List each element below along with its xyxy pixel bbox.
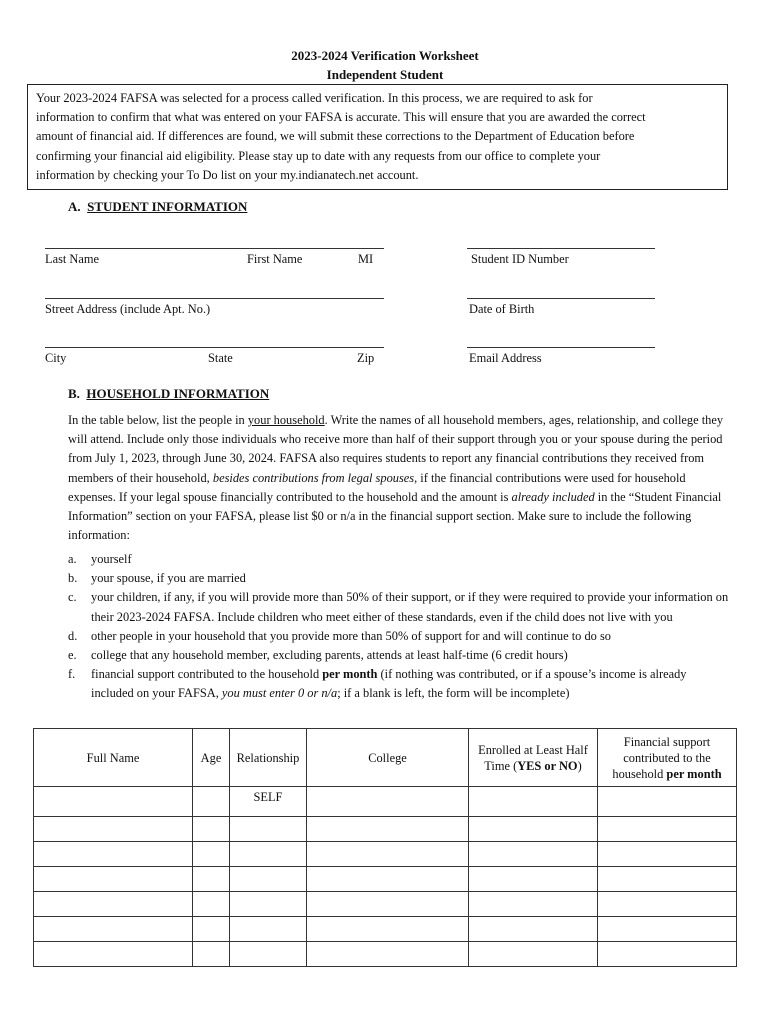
cell-name[interactable] bbox=[34, 787, 193, 817]
list-marker: e. bbox=[68, 648, 77, 663]
list-marker: f. bbox=[68, 667, 76, 682]
cell-enrolled[interactable] bbox=[469, 842, 598, 867]
student-id-line[interactable] bbox=[467, 248, 655, 249]
col-support-text: Financial support contributed to the household bbox=[612, 734, 711, 781]
cell-age[interactable] bbox=[193, 892, 230, 917]
cell-college[interactable] bbox=[307, 842, 469, 867]
household-instructions bbox=[68, 411, 731, 545]
email-line[interactable] bbox=[467, 347, 655, 348]
list-marker: b. bbox=[68, 571, 78, 586]
list-text: financial support contributed to the household bbox=[91, 667, 323, 682]
city-label: City bbox=[45, 351, 67, 365]
list-marker: a. bbox=[68, 552, 77, 566]
cell-enrolled[interactable] bbox=[469, 787, 598, 817]
list-bold: per month bbox=[322, 667, 378, 682]
cell-support[interactable] bbox=[598, 842, 737, 867]
cell-name[interactable] bbox=[34, 842, 193, 867]
list-text: ; if a blank is left, the form will be incomplete) bbox=[337, 686, 570, 701]
list-text: college that any household member, excluding parents, attends at least half-time (6 credit hours) bbox=[91, 648, 568, 663]
your-household-term: your household bbox=[247, 413, 325, 427]
cell-enrolled[interactable] bbox=[469, 867, 598, 892]
section-a-title: STUDENT INFORMATION bbox=[87, 199, 248, 214]
requirements-list bbox=[68, 550, 731, 704]
col-age: Age bbox=[193, 729, 230, 787]
table-row bbox=[34, 842, 737, 867]
mi-label: MI bbox=[358, 252, 374, 266]
section-b-title: HOUSEHOLD INFORMATION bbox=[86, 386, 270, 401]
cell-support[interactable] bbox=[598, 892, 737, 917]
col-college: College bbox=[307, 729, 469, 787]
cell-relationship[interactable] bbox=[230, 817, 307, 842]
zip-label: Zip bbox=[357, 351, 375, 365]
state-label: State bbox=[208, 351, 233, 365]
para-text: In the table below, list the people in bbox=[68, 413, 248, 427]
list-text: your children, if any, if you will provide more than 50% of their support, or if they were required to provide your information on their 2023-2024 FAFSA. Include children who meet either of these standards, even if the child does not live with you bbox=[91, 590, 729, 624]
list-text: your spouse, if you are married bbox=[91, 571, 246, 586]
first-name-label: First Name bbox=[247, 252, 303, 266]
street-label: Street Address (include Apt. No.) bbox=[45, 302, 211, 316]
cell-relationship[interactable] bbox=[230, 892, 307, 917]
col-support-bold: per month bbox=[666, 766, 722, 781]
table-header-row bbox=[34, 729, 737, 787]
cell-college[interactable] bbox=[307, 867, 469, 892]
cell-age[interactable] bbox=[193, 817, 230, 842]
list-marker: d. bbox=[68, 628, 78, 643]
list-text: (if nothing was contributed, or if a spouse’s income is already included on your FAFSA, bbox=[91, 667, 687, 701]
worksheet-title: 2023-2024 Verification Worksheet bbox=[291, 48, 479, 63]
cell-name[interactable] bbox=[34, 867, 193, 892]
intro-box bbox=[27, 84, 728, 190]
list-item bbox=[68, 665, 731, 703]
cell-college[interactable] bbox=[307, 817, 469, 842]
cell-support[interactable] bbox=[598, 787, 737, 817]
cell-college[interactable] bbox=[307, 917, 469, 942]
col-relationship: Relationship bbox=[230, 729, 307, 787]
cell-college[interactable] bbox=[307, 942, 469, 967]
cell-relationship[interactable] bbox=[230, 917, 307, 942]
worksheet-subtitle: Independent Student bbox=[326, 67, 444, 82]
section-b-heading bbox=[68, 386, 269, 402]
intro-line: amount of financial aid. If differences are found, we will submit these corrections to the Department of Education before bbox=[36, 129, 635, 144]
list-text: yourself bbox=[91, 552, 132, 566]
cell-enrolled[interactable] bbox=[469, 917, 598, 942]
col-enrolled-text: Enrolled at Least Half Time ( bbox=[478, 742, 588, 773]
para-text: in the “Student Financial Information” section on your FAFSA, please list $0 or n/a in the financial support section. Make sure to include the following information: bbox=[68, 489, 722, 543]
student-id-label: Student ID Number bbox=[471, 252, 569, 266]
cell-age[interactable] bbox=[193, 842, 230, 867]
table-row bbox=[34, 867, 737, 892]
list-item bbox=[68, 588, 731, 626]
street-line[interactable] bbox=[45, 298, 384, 299]
name-line[interactable] bbox=[45, 248, 384, 249]
cell-enrolled[interactable] bbox=[469, 942, 598, 967]
col-enrolled-bold: YES or NO bbox=[517, 758, 578, 773]
section-a-letter: A. bbox=[68, 199, 81, 214]
col-enrolled-text: ) bbox=[577, 758, 582, 773]
cell-relationship[interactable] bbox=[230, 867, 307, 892]
col-financial-support bbox=[598, 729, 737, 787]
household-table bbox=[33, 728, 737, 967]
cell-support[interactable] bbox=[598, 917, 737, 942]
table-row bbox=[34, 917, 737, 942]
dob-line[interactable] bbox=[467, 298, 655, 299]
para-italic: besides contributions from legal spouses bbox=[212, 470, 415, 485]
table-row bbox=[34, 817, 737, 842]
cell-support[interactable] bbox=[598, 942, 737, 967]
col-enrolled bbox=[469, 729, 598, 787]
section-b-letter: B. bbox=[68, 386, 80, 401]
list-text: other people in your household that you provide more than 50% of support for and will continue to do so bbox=[91, 628, 611, 643]
list-item bbox=[68, 569, 731, 588]
cell-college[interactable] bbox=[307, 892, 469, 917]
list-item bbox=[68, 627, 731, 646]
para-text: . Write the names of all household members, ages, relationship, and college they will attend. Include only those individuals who receive more than half of their support through you or your spouse during the period from July 1, 2023, through June 30, 2024. FAFSA also requires students to report any financial contributions they received from members of their household, bbox=[68, 413, 724, 485]
cell-name[interactable] bbox=[34, 917, 193, 942]
para-italic: already included bbox=[511, 489, 595, 504]
cell-support[interactable] bbox=[598, 817, 737, 842]
para-text: , if the financial contributions were used for household expenses. If your legal spouse financially contributed to the household and the amount is bbox=[68, 470, 686, 504]
cell-support[interactable] bbox=[598, 867, 737, 892]
intro-line: information by checking your To Do list on your my.indianatech.net account. bbox=[36, 167, 419, 182]
list-marker: c. bbox=[68, 590, 77, 605]
cell-enrolled[interactable] bbox=[469, 817, 598, 842]
cell-relationship[interactable] bbox=[230, 842, 307, 867]
cell-name[interactable] bbox=[34, 817, 193, 842]
section-a-heading bbox=[68, 199, 247, 215]
intro-line: information to confirm that what was entered on your FAFSA is accurate. This will ensure that you are awarded the correct bbox=[36, 110, 646, 125]
city-line[interactable] bbox=[45, 347, 384, 348]
cell-enrolled[interactable] bbox=[469, 892, 598, 917]
cell-age[interactable] bbox=[193, 917, 230, 942]
cell-name[interactable] bbox=[34, 942, 193, 967]
cell-college[interactable] bbox=[307, 787, 469, 817]
cell-age[interactable] bbox=[193, 867, 230, 892]
list-item bbox=[68, 646, 731, 665]
list-item bbox=[68, 550, 731, 569]
dob-label: Date of Birth bbox=[469, 302, 535, 316]
cell-relationship[interactable] bbox=[230, 942, 307, 967]
list-italic: you must enter 0 or n/a bbox=[221, 686, 338, 701]
table-row bbox=[34, 787, 737, 817]
table-row bbox=[34, 942, 737, 967]
cell-relationship: SELF bbox=[230, 787, 307, 817]
cell-age[interactable] bbox=[193, 942, 230, 967]
cell-name[interactable] bbox=[34, 892, 193, 917]
cell-age[interactable] bbox=[193, 787, 230, 817]
intro-line: confirming your financial aid eligibility. Please stay up to date with any requests from our office to complete your bbox=[36, 148, 601, 163]
intro-line: Your 2023-2024 FAFSA was selected for a process called verification. In this process, we are required to ask for bbox=[36, 91, 593, 105]
email-label: Email Address bbox=[469, 351, 542, 365]
table-row bbox=[34, 892, 737, 917]
col-full-name: Full Name bbox=[34, 729, 193, 787]
last-name-label: Last Name bbox=[45, 252, 100, 266]
